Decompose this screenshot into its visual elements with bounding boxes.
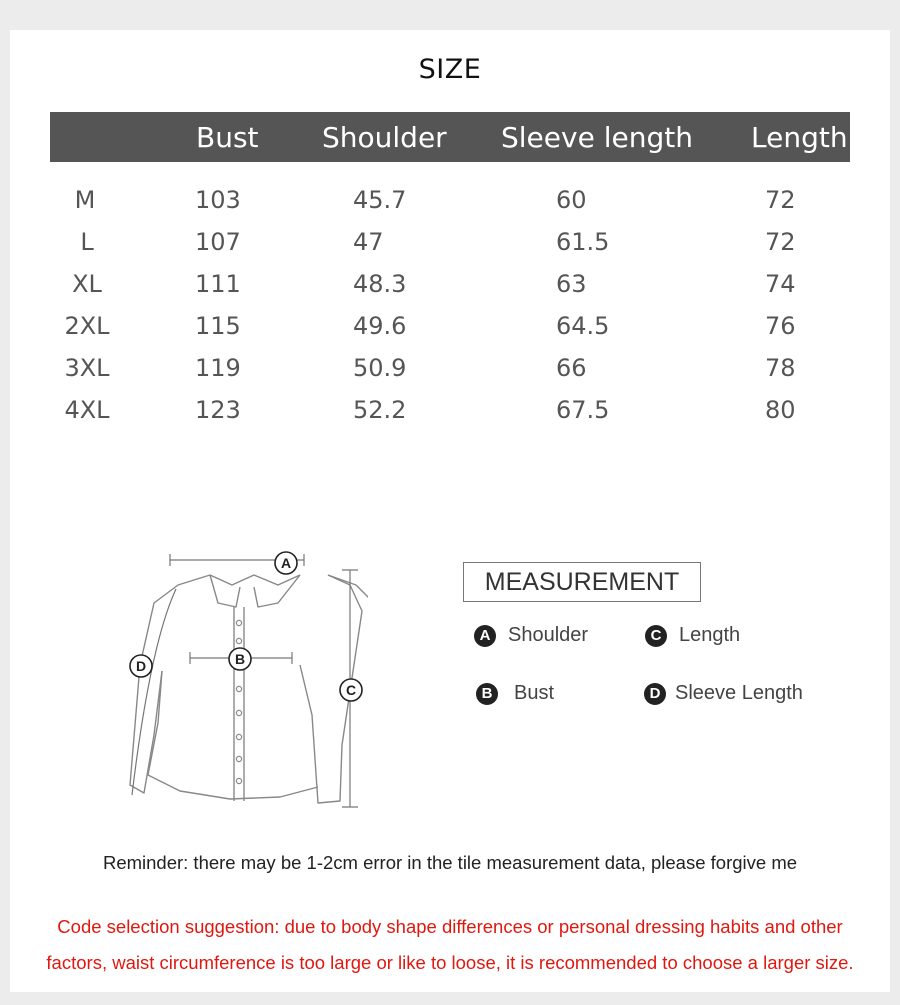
badge-b-icon: B xyxy=(476,683,498,705)
bust-cell: 103 xyxy=(195,186,241,214)
legend-label: Bust xyxy=(514,682,555,704)
marker-a-label: A xyxy=(280,555,292,571)
legend-item-length xyxy=(645,624,740,647)
marker-c-label: C xyxy=(345,682,357,698)
sleeve-cell: 64.5 xyxy=(556,312,610,340)
table-row xyxy=(0,270,900,312)
sleeve-cell: 66 xyxy=(556,354,587,382)
badge-c-icon: C xyxy=(645,625,667,647)
shirt-diagram xyxy=(118,545,368,815)
shoulder-cell: 50.9 xyxy=(353,354,407,382)
sleeve-cell: 67.5 xyxy=(556,396,610,424)
header-shoulder: Shoulder xyxy=(322,121,447,154)
bust-cell: 111 xyxy=(195,270,241,298)
size-cell: 4XL xyxy=(64,396,110,424)
length-cell: 78 xyxy=(765,354,796,382)
sleeve-cell: 63 xyxy=(556,270,587,298)
sleeve-cell: 61.5 xyxy=(556,228,610,256)
table-row xyxy=(0,186,900,228)
legend-item-bust xyxy=(476,682,554,705)
legend-item-shoulder xyxy=(474,624,588,647)
length-cell: 72 xyxy=(765,228,796,256)
legend-label: Shoulder xyxy=(508,624,589,646)
measurement-heading: MEASUREMENT xyxy=(463,562,701,602)
table-header xyxy=(50,112,850,162)
shoulder-cell: 48.3 xyxy=(353,270,407,298)
length-cell: 76 xyxy=(765,312,796,340)
marker-a-icon xyxy=(275,552,297,574)
shirt-buttons xyxy=(236,620,241,783)
table-row xyxy=(0,312,900,354)
size-cell: L xyxy=(80,228,94,256)
marker-b-icon xyxy=(229,648,251,670)
size-cell: XL xyxy=(72,270,102,298)
bust-cell: 119 xyxy=(195,354,241,382)
reminder-text: Reminder: there may be 1-2cm error in the tile measurement data, please forgive me xyxy=(102,852,798,873)
measure-lines xyxy=(132,554,358,807)
size-cell: 3XL xyxy=(64,354,110,382)
suggestion-text-line-1: Code selection suggestion: due to body shape differences or personal dressing habits and other xyxy=(57,916,843,937)
legend-label: Sleeve Length xyxy=(675,682,803,704)
suggestion-text-line-2: factors, waist circumference is too large or like to loose, it is recommended to choose a larger size. xyxy=(46,952,854,973)
shoulder-cell: 45.7 xyxy=(353,186,407,214)
size-cell: M xyxy=(74,186,96,214)
badge-a-icon: A xyxy=(474,625,496,647)
size-cell: 2XL xyxy=(64,312,110,340)
legend-item-sleeve-length xyxy=(644,682,803,705)
bust-cell: 115 xyxy=(195,312,241,340)
sleeve-cell: 60 xyxy=(556,186,587,214)
header-length: Length xyxy=(751,121,848,154)
length-cell: 80 xyxy=(765,396,796,424)
length-cell: 72 xyxy=(765,186,796,214)
marker-d-icon xyxy=(130,655,152,677)
marker-c-icon xyxy=(340,679,362,701)
table-row xyxy=(0,228,900,270)
badge-d-icon: D xyxy=(644,683,666,705)
bust-cell: 107 xyxy=(195,228,241,256)
table-row xyxy=(0,396,900,438)
shoulder-cell: 52.2 xyxy=(353,396,407,424)
marker-d-label: D xyxy=(135,658,147,674)
page-title: SIZE xyxy=(418,54,482,85)
shoulder-cell: 49.6 xyxy=(353,312,407,340)
length-cell: 74 xyxy=(765,270,796,298)
header-sleeve-length: Sleeve length xyxy=(501,121,693,154)
marker-b-label: B xyxy=(234,651,246,667)
legend-label: Length xyxy=(679,624,741,646)
bust-cell: 123 xyxy=(195,396,241,424)
shoulder-cell: 47 xyxy=(353,228,384,256)
table-row xyxy=(0,354,900,396)
shirt-outline xyxy=(130,575,368,803)
header-bust: Bust xyxy=(196,121,259,154)
